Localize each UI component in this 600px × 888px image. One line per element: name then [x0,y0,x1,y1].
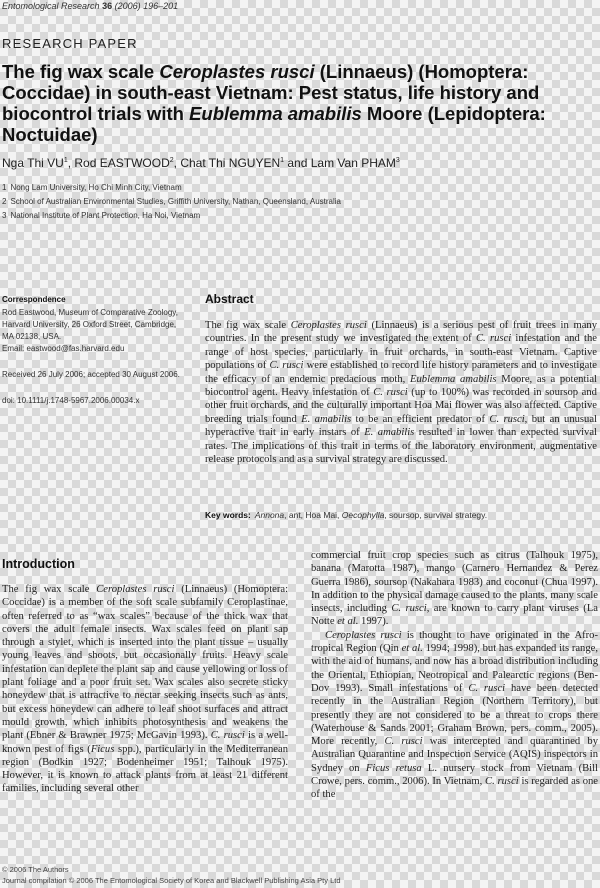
title-species: Eublemma amabilis [189,103,362,124]
journal-citation [2,1,178,11]
title-species: Ceroplastes rusci [159,61,315,82]
correspondence-heading: Correspondence [2,295,66,304]
paragraph: Ceroplastes rusci is thought to have originated in the Afro-tropical Region (Qin et al. 1994; 1998), but has expanded its range, with the aid of humans, and now has a broad distribution including the Oriental, Ethiopian, Neotropical and Palearctic regions (Ben-Dov 1993). Small infestations of C. rusci have been detected recently in the Australian Region (Northern Territory), but presently they are not considered to be a threat to crops there (Waterhouse & Sands 2001; Graham Brown, pers. comm., 2005). More recently, C. rusci was intercepted and quarantined by Australian Quarantine and Inspection Service (AQIS) inspectors in Sydney on Ficus retusa L. nursery stock from Vietnam (Bill Crowe, pers. comm., 2006). In Vietnam, C. rusci is regarded as one of the [311,629,599,801]
copyright-line: © 2006 The Authors [2,865,69,874]
section-label: RESEARCH PAPER [2,36,138,51]
abstract-section [205,292,597,466]
affiliation: 1 Nong Lam University, Ho Chi Minh City, Vietnam [2,183,182,192]
title-part: (Linnaeus) (Homoptera: Coccidae) in south-east Vietnam: Pest status, life history and biocontrol trials with [2,61,540,124]
copyright-line: Journal compilation © 2006 The Entomological Society of Korea and Blackwell Publishing Asia Pty Ltd [2,875,341,885]
affiliation: 3 National Institute of Plant Protection, Ha Noi, Vietnam [2,211,201,220]
author-list: Nga Thi $VU^1$, Rod EASTWOOD$^2$, Chat Thi NGUYEN$^1$ and Lam Van PHAM$^3$ [2,156,400,170]
author: Rod EASTWOOD$^2$ [74,156,174,170]
abstract-heading: Abstract [205,292,254,306]
title-part: The fig wax scale [2,61,160,82]
paragraph: commercial fruit crop species such as citrus (Talhouk 1975), banana (Marotta 1987), mango (Carnero Hernandez & Perez Guerra 1986), soursop (Nakahara 1983) and coconut (Chua 1997). In addition to the physical damage caused to the plants, many scale insects, including C. rusci, are known to carry plant viruses (La Notte et al. 1997). [311,550,598,628]
paper-title [2,61,598,145]
abstract-body: The fig wax scale Ceroplastes rusci (Linnaeus) is a serious pest of fruit trees in many countries. In the present study we investigated the extent of C. rusci infestation and the range of host species, particularly in fruit orchards, in south-east Vietnam. Captive populations of C. rusci were established to record life history parameters and to investigate the efficacy of an endemic predacious moth, Eublemma amabilis Moore, as a potential biocontrol agent. Heavy infestation of C. rusci (up to 100%) was recorded in soursop and other fruit orchards, and the culturally important Hoa Mai flower was also affected. Captive breeding trials found E. amabilis to be an efficient predator of C. rusci, but an unusual hyperactive trait in early instars of E. amabilis resulted in lower than expected survival rates. The implications of this trait in terms of the laboratory environment, augmentative release protocols and as a survival strategy are discussed. [205,320,598,466]
keywords: Key words: Annona, ant, Hoa Mai, Oecophylla, soursop, survival strategy. [205,510,488,520]
title-part: Moore (Lepidoptera: Noctuidae) [2,103,546,145]
copyright-footer [2,865,341,886]
author: Lam Van PHAM$^3$ [310,156,400,170]
author: Chat Thi NGUYEN$^1$ [180,156,285,170]
journal-name: Entomological Research [2,1,100,11]
intro-right-column [311,549,598,802]
doi[interactable]: doi: 10.1111/j.1748-5967.2006.00034.x [2,396,140,405]
affiliation: 2 School of Australian Environmental Studies, Griffith University, Nathan, Queensland, Australia [2,197,341,206]
journal-year: (2006) [114,1,141,11]
received-dates: Received 26 July 2006; accepted 30 August 2006. [2,370,180,379]
correspondence-address: Rod Eastwood, Museum of Comparative Zoology, Harvard University, 26 Oxford Street, Cambridge, MA 02138, USA. [2,308,178,341]
journal-volume: 36 [102,1,113,11]
author: Nga Thi $VU^1$ [2,156,68,170]
correspondence-email[interactable]: Email: eastwood@fas.harvard.edu [2,344,125,353]
introduction-heading: Introduction [2,557,75,571]
keywords-label: Key words: [205,510,251,520]
correspondence-block [2,294,182,407]
affiliations [2,181,341,223]
journal-pages: 196–201 [143,1,179,11]
intro-left-column [2,583,288,796]
paragraph: The fig wax scale Ceroplastes rusci (Linnaeus) (Homoptera: Coccidae) is a member of the soft scale subfamily Ceroplastinae, often referred to as “wax scales” because of the thick wax that covers the adult female insects. Wax scales feed on plant sap through a stylet, which is inserted into the plant tissue – usually young leaves and shoots, but occasionally fruits. Heavy scale infestation can deplete the plant sap and cause yellowing or loss of plant foliage and a poor fruit set. Wax scales also secrete sticky honeydew that is attractive to nectar seeking insects such as ants, but excess honeydew can adhere to leaf shoot surfaces and attract mould growth, which inhibits photosynthesis and weakens the plant (Ebner & Brawner 1975; McGavin 1993). C. rusci is a well-known pest of figs (Ficus spp.), particularly in the Mediterranean region (Bodkin 1927; Bodenheimer 1951; Talhouk 1975). However, it is known to attack plants from at least 21 different families, including several other [2,584,289,795]
